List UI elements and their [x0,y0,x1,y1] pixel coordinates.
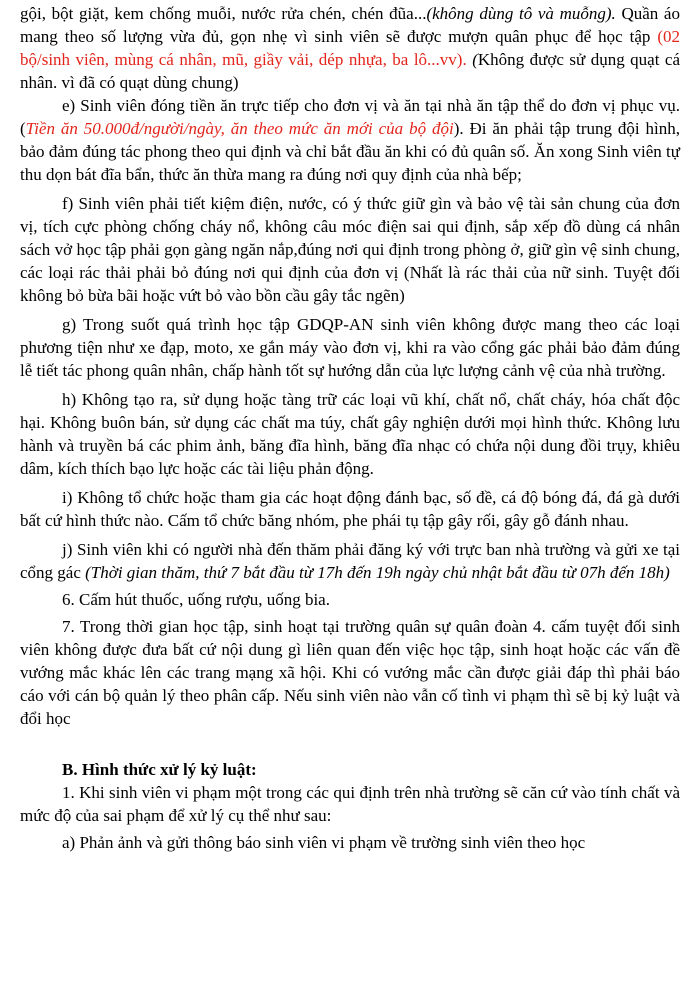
paragraph-f-utilities: f) Sinh viên phải tiết kiệm điện, nước, có ý thức giữ gìn và bảo vệ tài sản chung của đơn vị, tích cực phòng chống cháy nổ, không câu móc điện sai qui định, sắp xếp đồ dùng cá nhân sách vở học tập phải gọn gàng ngăn nắp,đúng nơi qui định trong phòng ở, giữ gìn vệ sinh chung, các loại rác thải phải bỏ đúng nơi qui định của đơn vị (Nhất là rác thải của nữ sinh. Tuyệt đối không bỏ bừa bãi hoặc vứt bỏ vào bồn cầu gây tắc ngẽn) [20,194,680,305]
meals-text-start: e) Sinh viên đóng tiền ăn trực tiếp cho đơn vị và ăn tại nhà ăn tập thể do đơn vị phục vụ. ( [20,96,680,138]
meal-cost-red: Tiền ăn 50.000đ/người/ngày, ăn theo mức ăn mới của bộ đội [25,119,454,138]
clothing-text: Quần áo mang theo số lượng vừa đủ, gọn nhẹ vì sinh viên sẽ được mượn quân phục để học tập [20,4,680,46]
supplies-list-text: gội, bột giặt, kem chống muỗi, nước rửa chén, chén đũa... [20,4,427,23]
uniform-list-red: (02 bộ/sinh viên, mùng cá nhân, mũ, giầy vải, dép nhựa, ba lô...vv). [20,27,680,69]
paragraph-e-meals [20,94,680,186]
paragraph-7-social-media: 7. Trong thời gian học tập, sinh hoạt tại trường quân sự quân đoàn 4. cấm tuyệt đối sinh viên không được đưa bất cứ nội dung gì liên quan đến việc học tập, sinh hoạt hoặc các vấn đề vướng mắc khác lên các trang mạng xã hội. Khi có vướng mắc cần được giải đáp thì phải báo cáo với cán bộ quản lý theo phân cấp. Nếu sinh viên nào vẫn cố tình vi phạm thì sẽ bị kỷ luật và đổi học [20,617,680,728]
paragraph-j-visitors [20,538,680,584]
supplies-note-italic: (không dùng tô và muỗng). [426,4,616,23]
fan-note-text: Không được sử dụng quạt cá nhân. vì đã có quạt dùng chung) [20,50,681,92]
paragraph-6-no-smoking: 6. Cấm hút thuốc, uống rượu, uống bia. [62,590,330,609]
paragraph-i-gambling: i) Không tổ chức hoặc tham gia các hoạt động đánh bạc, số đề, cá độ bóng đá, đá gà dưới bất cứ hình thức nào. Cấm tổ chức băng nhóm, phe phái tụ tập gây rối, gây gỗ đánh nhau. [20,488,680,530]
paragraph-b1-discipline: 1. Khi sinh viên vi phạm một trong các qui định trên nhà trường sẽ căn cứ vào tính chất và mức độ của sai phạm để xử lý cụ thể như sau: [20,783,680,825]
visitors-text: j) Sinh viên khi có người nhà đến thăm phải đăng ký với trực ban nhà trường và gửi xe tại cổng gác [20,540,680,582]
visiting-hours-italic: (Thời gian thăm, thứ 7 bắt đầu từ 17h đến 19h ngày chủ nhật bắt đầu từ 07h đến 18h) [85,563,670,582]
paragraph-b1a-notification: a) Phản ảnh và gửi thông báo sinh viên vi phạm về trường sinh viên theo học [62,833,586,852]
paragraph-g-vehicles: g) Trong suốt quá trình học tập GDQP-AN sinh viên không được mang theo các loại phương tiện như xe đạp, moto, xe gắn máy vào đơn vị, khi ra vào cổng gác phải bảo đảm đúng lễ tiết tác phong quân nhân, chấp hành tốt sự hướng dẫn của lực lượng cảnh vệ của nhà trường. [20,315,680,380]
paragraph-h-prohibited-items: h) Không tạo ra, sử dụng hoặc tàng trữ các loại vũ khí, chất nổ, chất cháy, hóa chất độc hại. Không buôn bán, sử dụng các chất ma túy, chất gây nghiện dưới mọi hình thức. Không lưu hành và truyền bá các phim ảnh, băng đĩa hình, băng đĩa nhạc có chứa nội dung đồi trụy, khiêu dâm, kích thích bạo lực hoặc các tài liệu phản động. [20,390,680,478]
fan-note-paren: ( [472,50,478,69]
paragraph-supplies [20,2,680,94]
meals-text-end: ). Đi ăn phải tập trung đội hình, bảo đảm đúng tác phong theo qui định và chỉ bắt đầu ăn khi có đủ quân số. Ăn xong Sinh viên tự thu dọn bát đĩa bẩn, thức ăn thừa mang ra đúng nơi quy định của nhà bếp; [20,119,680,184]
section-b-heading: B. Hình thức xử lý kỷ luật: [62,760,257,779]
